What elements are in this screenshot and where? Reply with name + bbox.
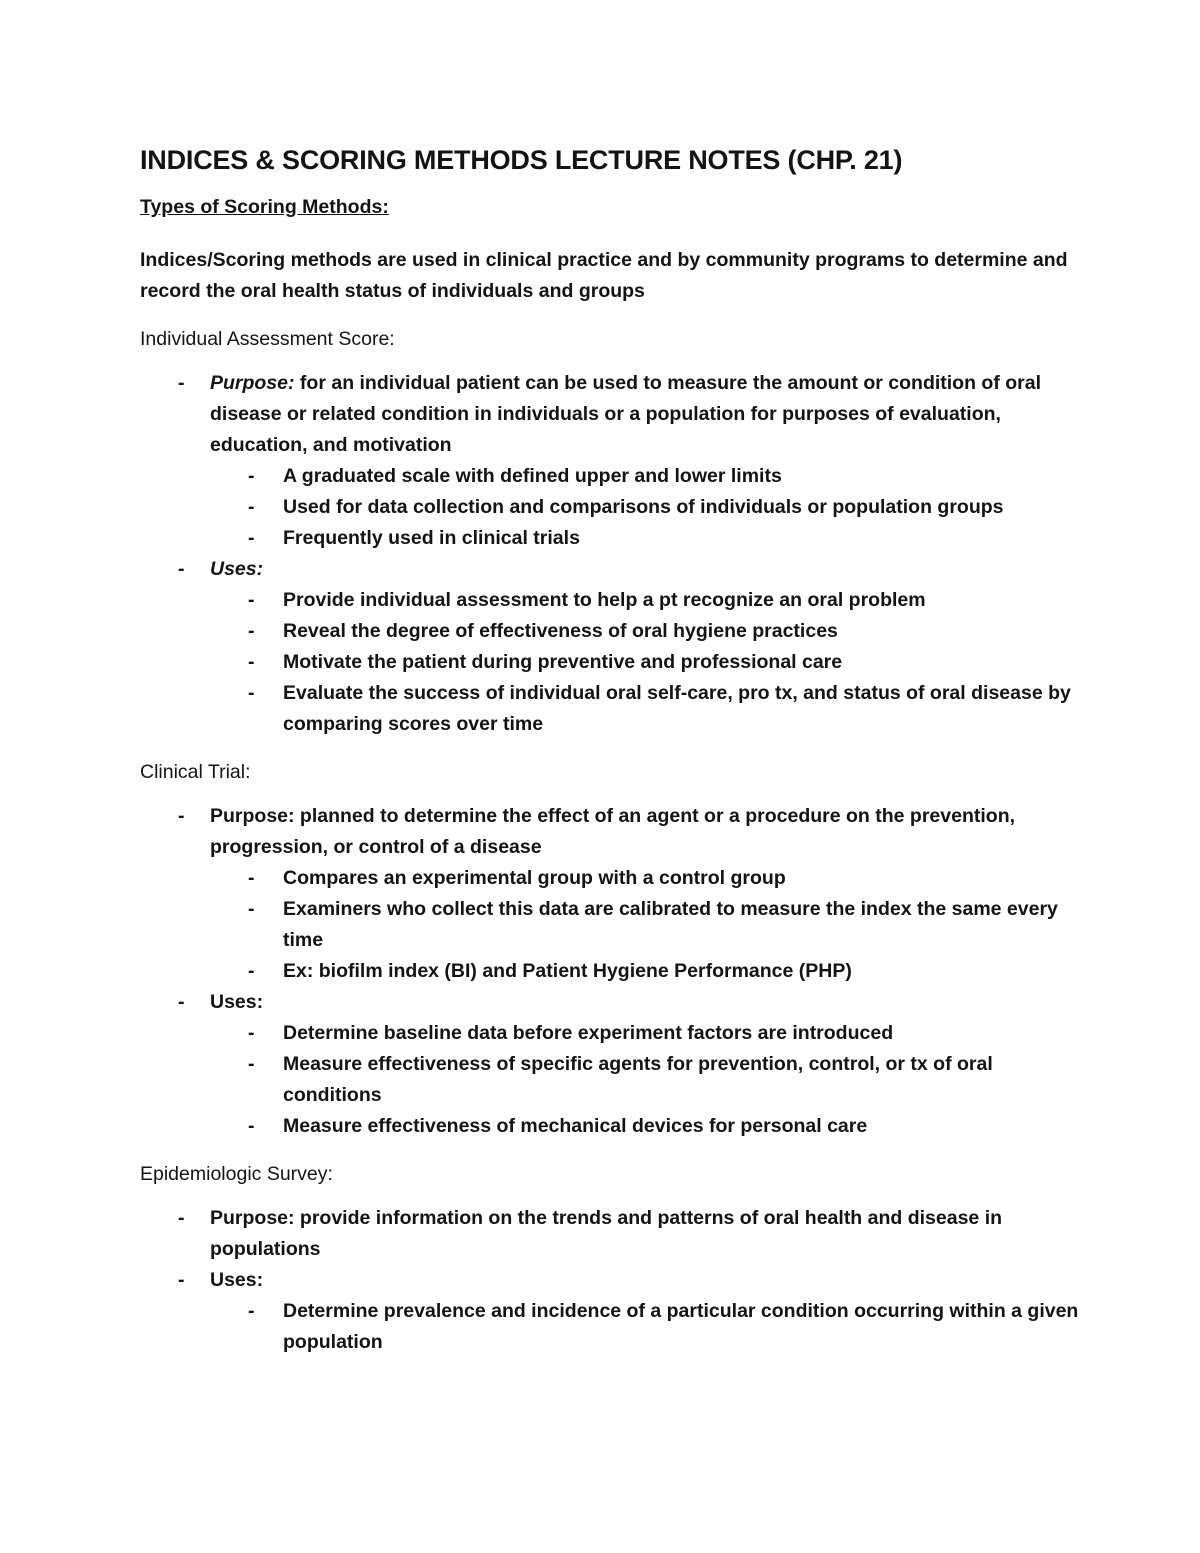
list-item — [140, 1203, 1090, 1265]
list-item-text: Evaluate the success of individual oral self-care, pro tx, and status of oral disease by comparing scores over time — [283, 682, 1071, 735]
list-item-text: Reveal the degree of effectiveness of oral hygiene practices — [283, 620, 838, 642]
section — [140, 1159, 1090, 1358]
section-heading: Clinical Trial: — [140, 761, 251, 783]
list-item-text: Used for data collection and comparisons of individuals or population groups — [283, 496, 1004, 518]
list-item — [140, 863, 1090, 894]
list-item — [140, 461, 1090, 492]
list-item — [140, 616, 1090, 647]
bullet-dash: - — [248, 620, 255, 642]
list-item-text: Frequently used in clinical trials — [283, 527, 580, 549]
bullet-list — [140, 368, 1090, 740]
bullet-dash: - — [178, 372, 185, 394]
section-heading: Epidemiologic Survey: — [140, 1163, 333, 1185]
bullet-dash: - — [248, 1300, 255, 1322]
section-heading: Individual Assessment Score: — [140, 328, 395, 350]
bullet-dash: - — [248, 898, 255, 920]
list-item — [140, 801, 1090, 863]
sections-container — [140, 324, 1090, 1358]
list-item — [140, 678, 1090, 740]
list-item — [140, 1265, 1090, 1296]
list-item-text: A graduated scale with defined upper and lower limits — [283, 465, 782, 487]
document-subtitle: Types of Scoring Methods: — [140, 196, 389, 218]
bullet-dash: - — [248, 496, 255, 518]
bullet-dash: - — [248, 867, 255, 889]
bullet-list — [140, 801, 1090, 1142]
list-item-text: Ex: biofilm index (BI) and Patient Hygiene Performance (PHP) — [283, 960, 852, 982]
intro-paragraph: Indices/Scoring methods are used in clinical practice and by community programs to determine and record the oral health status of individuals and groups — [140, 249, 1068, 302]
bullet-dash: - — [178, 558, 185, 580]
bullet-dash: - — [248, 1115, 255, 1137]
bullet-dash: - — [248, 1053, 255, 1075]
list-item-text: Measure effectiveness of mechanical devices for personal care — [283, 1115, 868, 1137]
list-item — [140, 894, 1090, 956]
list-item-text: Determine baseline data before experiment factors are introduced — [283, 1022, 894, 1044]
bullet-dash: - — [178, 1207, 185, 1229]
list-item-text: Determine prevalence and incidence of a particular condition occurring within a given population — [283, 1300, 1079, 1353]
list-item-text: Examiners who collect this data are calibrated to measure the index the same every time — [283, 898, 1058, 951]
list-item-text: Measure effectiveness of specific agents for prevention, control, or tx of oral conditions — [283, 1053, 993, 1106]
list-item — [140, 554, 1090, 585]
list-item — [140, 647, 1090, 678]
list-item-text: Motivate the patient during preventive and professional care — [283, 651, 843, 673]
bullet-dash: - — [178, 1269, 185, 1291]
list-item-text: Purpose: provide information on the trends and patterns of oral health and disease in populations — [210, 1207, 1003, 1260]
list-item-lead: Uses: — [210, 558, 264, 580]
list-item-text: Uses: — [210, 991, 264, 1013]
list-item — [140, 368, 1090, 461]
list-item-lead: Purpose: — [210, 372, 295, 394]
list-item-text: Purpose: planned to determine the effect of an agent or a procedure on the prevention, progression, or control of a disease — [210, 805, 1016, 858]
list-item — [140, 585, 1090, 616]
section — [140, 757, 1090, 1142]
list-item — [140, 1296, 1090, 1358]
bullet-dash: - — [248, 465, 255, 487]
bullet-dash: - — [248, 1022, 255, 1044]
list-item — [140, 956, 1090, 987]
list-item — [140, 523, 1090, 554]
list-item — [140, 1049, 1090, 1111]
list-item — [140, 1111, 1090, 1142]
section — [140, 324, 1090, 740]
list-item-text: Uses: — [210, 1269, 264, 1291]
document-content — [140, 145, 1090, 1358]
list-item-text: Purpose: for an individual patient can be used to measure the amount or condition of oral disease or related condition in individuals or a population for purposes of evaluation, education, and motivation — [210, 372, 1042, 456]
bullet-dash: - — [178, 991, 185, 1013]
list-item — [140, 987, 1090, 1018]
bullet-dash: - — [178, 805, 185, 827]
bullet-dash: - — [248, 527, 255, 549]
document-title: INDICES & SCORING METHODS LECTURE NOTES (CHP. 21) — [140, 145, 903, 175]
bullet-list — [140, 1203, 1090, 1358]
bullet-dash: - — [248, 682, 255, 704]
bullet-dash: - — [248, 960, 255, 982]
bullet-dash: - — [248, 589, 255, 611]
list-item-text — [210, 554, 1090, 585]
bullet-dash: - — [248, 651, 255, 673]
list-item-text: Compares an experimental group with a control group — [283, 867, 786, 889]
list-item — [140, 1018, 1090, 1049]
list-item — [140, 492, 1090, 523]
list-item-text: Provide individual assessment to help a pt recognize an oral problem — [283, 589, 926, 611]
